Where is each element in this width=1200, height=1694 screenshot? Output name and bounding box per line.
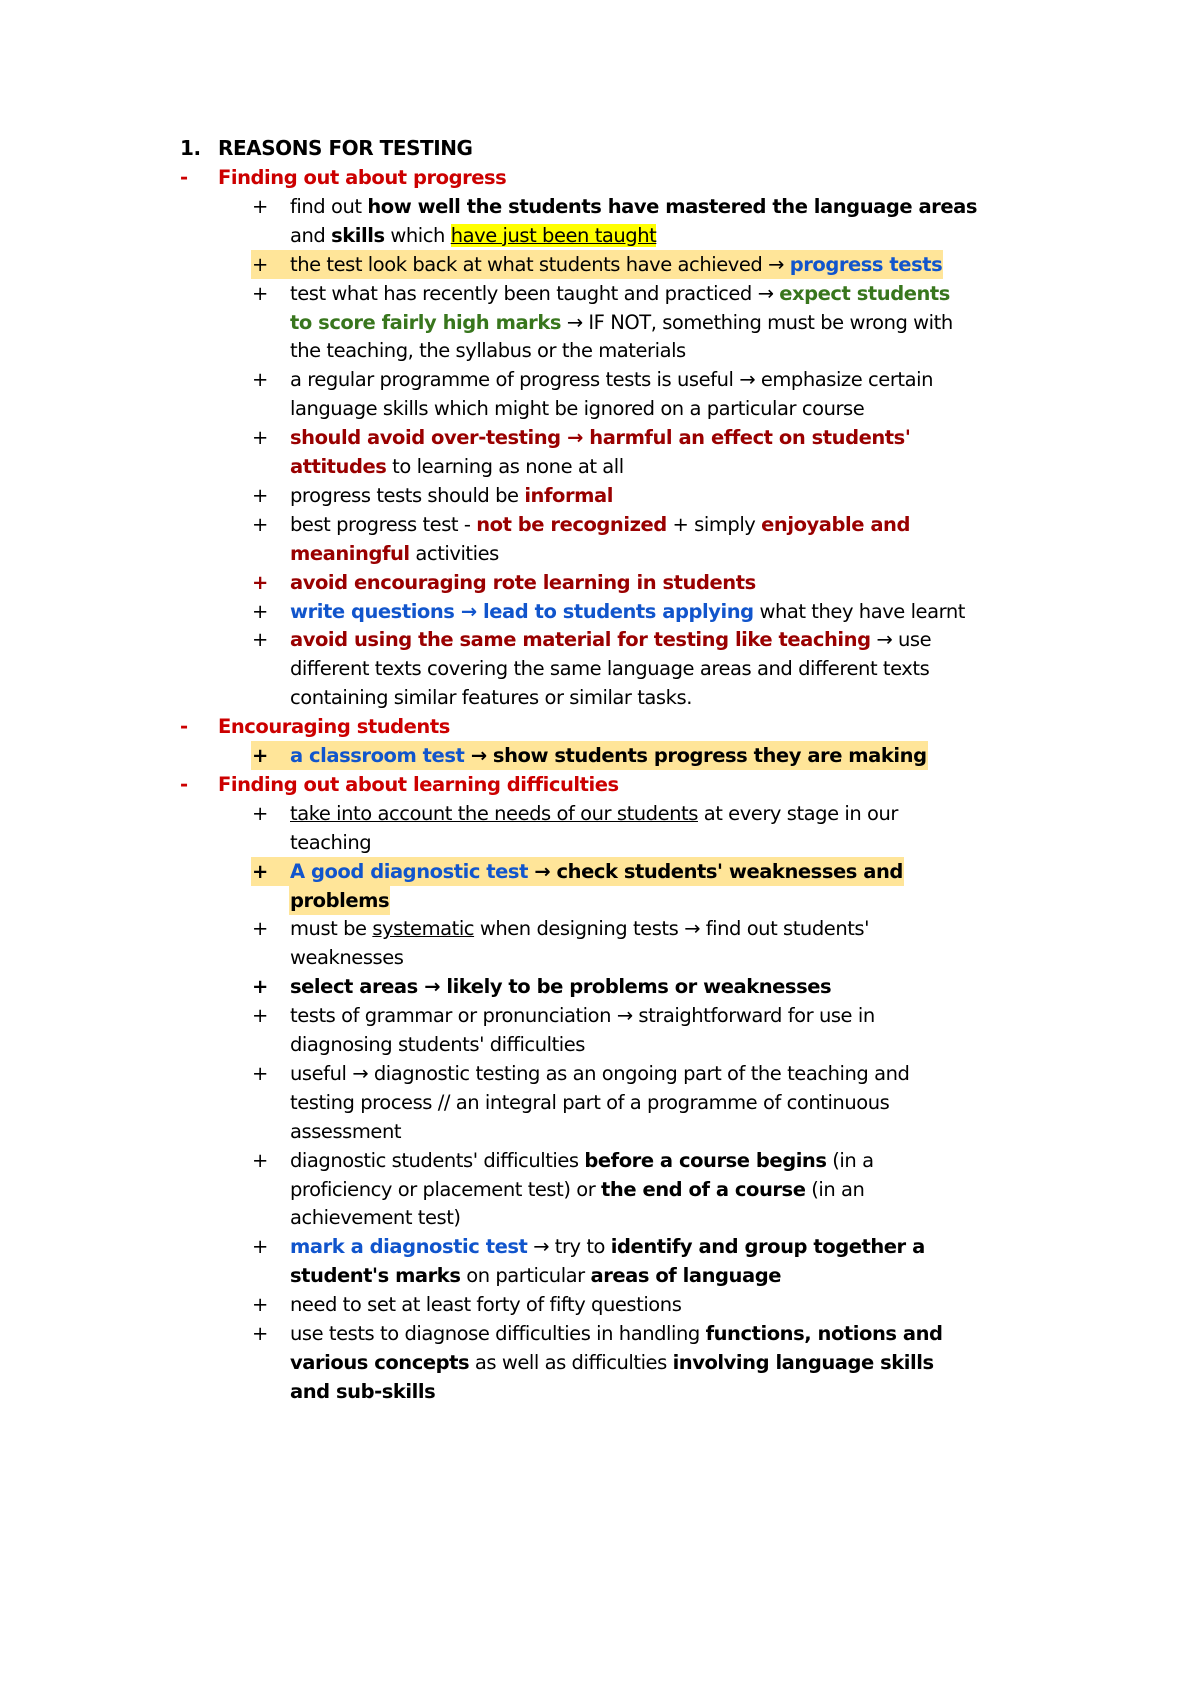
list-item-line [252, 249, 942, 280]
heading-number: 1. [180, 136, 201, 160]
text-run: meaningful [290, 541, 410, 565]
list-item-line [290, 682, 692, 713]
text-run: which [384, 223, 451, 247]
text-run: diagnosing students' difficulties [290, 1033, 585, 1056]
text-run: (in a [826, 1148, 874, 1172]
text-run: identify and group together a [610, 1235, 925, 1259]
text-run: tests of grammar or pronunciation → straightforward for use in [290, 1004, 875, 1028]
text-run: as well as difficulties [469, 1350, 673, 1374]
text-run: → show students progress they are making [464, 744, 927, 767]
text-run: enjoyable and [761, 512, 910, 536]
list-item-line [252, 278, 950, 309]
text-run: systematic [372, 917, 475, 941]
text-run: teaching [290, 830, 372, 854]
section-heading [180, 711, 450, 742]
plus-bullet-icon: + [252, 859, 268, 883]
list-item-line [290, 1260, 781, 1291]
list-item-line [252, 913, 869, 944]
plus-bullet-icon: + [252, 801, 268, 825]
plus-bullet-icon: + [252, 1148, 268, 1172]
plus-bullet-icon: + [252, 426, 268, 450]
text-run: various concepts [290, 1350, 470, 1374]
text-run: avoid encouraging rote learning in students [290, 570, 756, 594]
list-item-line [252, 856, 903, 887]
text-run: containing similar features or similar tasks. [290, 686, 692, 710]
text-run: weaknesses [290, 946, 404, 970]
text-run: write questions → lead to students applying [290, 599, 754, 623]
plus-bullet-icon: + [252, 744, 268, 767]
text-run: and [290, 223, 332, 247]
plus-bullet-icon: + [252, 512, 268, 536]
plus-bullet-icon: + [252, 368, 268, 392]
text-run: progress tests [789, 252, 943, 276]
plus-bullet-icon: + [252, 1004, 268, 1028]
plus-bullet-icon: + [252, 1061, 268, 1085]
heading-title: REASONS FOR TESTING [218, 136, 473, 160]
section-title: Encouraging students [218, 715, 450, 739]
list-item-line [290, 538, 499, 569]
dash-bullet-icon: - [180, 166, 188, 189]
list-item-line [252, 1318, 943, 1349]
text-run: and sub-skills [290, 1379, 436, 1403]
text-run: A good diagnostic test [290, 859, 528, 883]
list-item-line [252, 1145, 874, 1176]
text-run: to score fairly high marks [290, 310, 561, 334]
text-run: avoid using the same material for testing like teaching [290, 628, 871, 652]
text-run: → try to [527, 1235, 611, 1259]
text-run: problems [290, 888, 390, 912]
list-item-line [252, 509, 910, 540]
list-item-line [252, 1058, 909, 1089]
list-item-line [252, 1289, 681, 1320]
list-item-line [290, 1029, 585, 1060]
list-item-line [290, 1116, 401, 1147]
section-title: Finding out about progress [218, 166, 507, 189]
list-item-line [290, 653, 929, 684]
list-item-line [290, 1376, 435, 1407]
text-run: mark a diagnostic test [290, 1235, 528, 1259]
text-run: activities [409, 541, 499, 565]
text-run: areas of language [590, 1264, 781, 1288]
list-item-line [290, 335, 686, 366]
plus-bullet-icon: + [252, 917, 268, 941]
plus-bullet-icon: + [252, 483, 268, 507]
list-item-line [252, 364, 933, 395]
section-title: Finding out about learning difficulties [218, 772, 619, 796]
text-run: expect students [779, 281, 950, 305]
list-item-line [252, 596, 965, 627]
text-run: (in an [805, 1177, 865, 1201]
plus-bullet-icon: + [252, 599, 268, 623]
text-run: best progress test - [290, 512, 477, 536]
text-run: the teaching, the syllabus or the materials [290, 339, 686, 363]
plus-bullet-icon: + [252, 281, 268, 305]
text-run: when designing tests → find out students' [474, 917, 870, 941]
list-item-line [290, 393, 864, 424]
list-item-line [290, 220, 656, 251]
plus-bullet-icon: + [252, 1322, 268, 1345]
list-item-line [290, 942, 404, 973]
text-run: a regular programme of progress tests is useful → emphasize certain [290, 368, 933, 392]
text-run: at every stage in our [697, 801, 898, 825]
list-item-line [290, 1347, 934, 1378]
list-item-line [290, 827, 371, 858]
text-run: take into account the needs of our students [290, 801, 698, 825]
text-run: must be [290, 917, 373, 941]
text-run: testing process // an integral part of a programme of continuous [290, 1090, 890, 1114]
section-heading [180, 162, 506, 193]
text-run: student's marks [290, 1264, 461, 1288]
list-item-line [252, 1231, 925, 1262]
text-run: need to set at least forty of fifty questions [290, 1293, 682, 1317]
list-item-line [290, 451, 624, 482]
plus-bullet-icon: + [252, 628, 268, 652]
list-item-line [290, 1174, 864, 1205]
text-run: to learning as none at all [386, 455, 624, 478]
text-run: progress tests should be [290, 483, 525, 507]
text-run: find out [290, 194, 368, 218]
text-run: → IF NOT, something must be wrong with [561, 310, 953, 334]
list-item-line [252, 191, 977, 222]
text-run: useful → diagnostic testing as an ongoing part of the teaching and [290, 1061, 910, 1085]
text-run: before a course begins [584, 1148, 827, 1172]
list-item-line [252, 740, 927, 771]
list-item-line [252, 422, 910, 453]
list-item-line [252, 480, 613, 511]
text-run: → check students' weaknesses and [527, 859, 903, 883]
text-run: the test look back at what students have achieved → [290, 252, 790, 276]
text-run: on particular [460, 1264, 591, 1288]
list-item-line [252, 971, 831, 1002]
text-run: assessment [290, 1119, 402, 1143]
plus-bullet-icon: + [252, 975, 268, 999]
plus-bullet-icon: + [252, 194, 268, 218]
text-run: involving language skills [672, 1350, 934, 1374]
text-run: have just been taught [450, 223, 657, 247]
list-item-line [290, 1087, 889, 1118]
dash-bullet-icon: - [180, 772, 188, 796]
text-run: informal [524, 483, 613, 507]
list-item-line [252, 798, 898, 829]
plus-bullet-icon: + [252, 1235, 268, 1259]
text-run: not be recognized [476, 512, 667, 536]
list-item-line [290, 885, 389, 916]
plus-bullet-icon: + [252, 252, 268, 276]
list-item-line [252, 567, 756, 598]
text-run: → use [870, 628, 932, 652]
text-run: select areas → likely to be problems or weaknesses [290, 975, 832, 999]
text-run: what they have learnt [753, 599, 965, 623]
text-run: use tests to diagnose difficulties in handling [290, 1322, 706, 1345]
text-run: diagnostic students' difficulties [290, 1148, 585, 1172]
page-heading [180, 133, 472, 164]
text-run: proficiency or placement test) or [290, 1177, 602, 1201]
text-run: how well the students have mastered the language areas [367, 194, 977, 218]
list-item-line [252, 1000, 875, 1031]
list-item-line [290, 1202, 461, 1233]
text-run: different texts covering the same language areas and different texts [290, 657, 930, 681]
text-run: + simply [666, 512, 762, 536]
text-run: attitudes [290, 455, 387, 478]
text-run: achievement test) [290, 1206, 461, 1230]
text-run: functions, notions and [705, 1322, 943, 1345]
list-item-line [290, 307, 953, 338]
text-run: should avoid over-testing → harmful an effect on students' [290, 426, 911, 450]
plus-bullet-icon: + [252, 570, 268, 594]
text-run: test what has recently been taught and practiced → [290, 281, 780, 305]
list-item-line [252, 624, 931, 655]
dash-bullet-icon: - [180, 715, 188, 739]
text-run: language skills which might be ignored on a particular course [290, 397, 865, 421]
plus-bullet-icon: + [252, 1293, 268, 1317]
section-heading [180, 769, 619, 800]
text-run: a classroom test [290, 744, 465, 767]
text-run: the end of a course [601, 1177, 806, 1201]
text-run: skills [331, 223, 385, 247]
